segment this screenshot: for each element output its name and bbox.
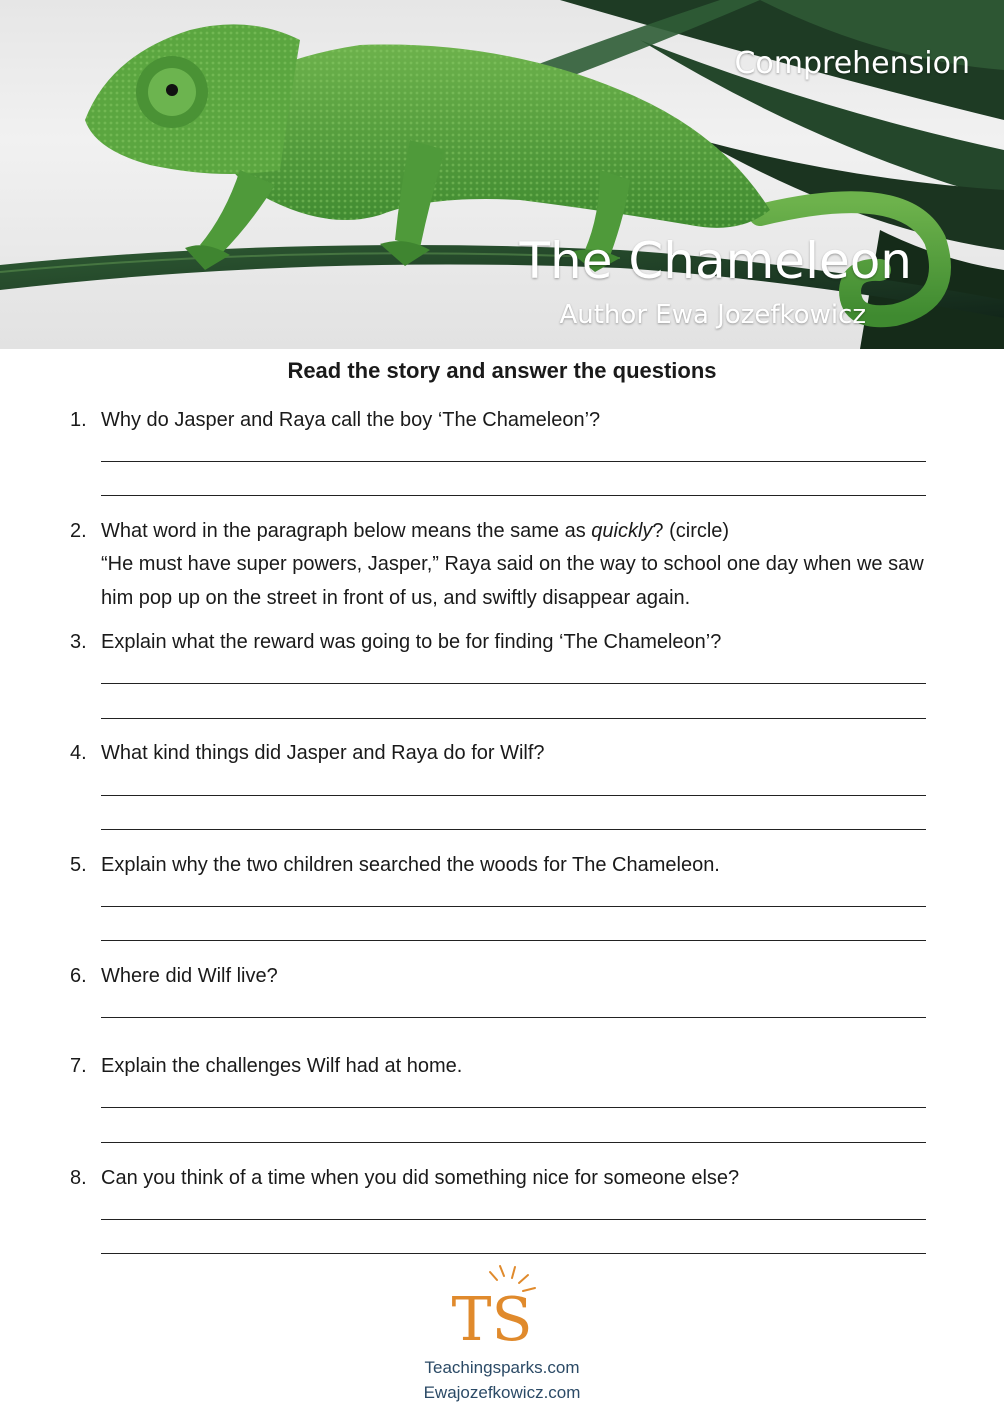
header-banner <box>0 0 1004 349</box>
answer-line[interactable] <box>101 1253 926 1254</box>
emphasized-word: quickly <box>591 520 653 542</box>
answer-line[interactable] <box>101 829 926 830</box>
question-number: 3. <box>70 631 87 653</box>
question-5 <box>70 852 930 878</box>
footer-website-author[interactable]: Ewajozefkowicz.com <box>423 1383 581 1402</box>
question-text: Explain the challenges Wilf had at home. <box>101 1055 463 1077</box>
question-6 <box>70 963 930 989</box>
answer-line[interactable] <box>101 683 926 684</box>
question-text-suffix: ? (circle) <box>652 520 730 542</box>
answer-line[interactable] <box>101 495 926 496</box>
question-4 <box>70 740 930 766</box>
answer-line[interactable] <box>101 906 926 907</box>
logo-monogram: TS <box>451 1285 533 1352</box>
answer-line[interactable] <box>101 940 926 941</box>
footer-website-teachingsparks[interactable]: Teachingsparks.com <box>424 1358 580 1377</box>
question-text: What kind things did Jasper and Raya do for Wilf? <box>101 742 545 764</box>
story-title: The Chameleon <box>519 232 912 290</box>
question-text: Explain what the reward was going to be for finding ‘The Chameleon’? <box>101 631 722 653</box>
question-2 <box>70 518 930 544</box>
question-number: 5. <box>70 854 87 876</box>
answer-line[interactable] <box>101 718 926 719</box>
question-number: 8. <box>70 1167 87 1189</box>
question-number: 6. <box>70 965 87 987</box>
question-8 <box>70 1165 930 1191</box>
question-7 <box>70 1053 930 1079</box>
question-text: Explain why the two children searched the woods for The Chameleon. <box>101 854 720 876</box>
story-passage: “He must have super powers, Jasper,” Raya said on the way to school one day when we saw him pop up on the street in front of us, and swiftly disappear again. <box>101 553 924 609</box>
question-number: 1. <box>70 409 87 431</box>
question-3 <box>70 629 930 655</box>
question-1 <box>70 407 930 433</box>
answer-line[interactable] <box>101 1107 926 1108</box>
answer-line[interactable] <box>101 1142 926 1143</box>
answer-line[interactable] <box>101 461 926 462</box>
question-number: 4. <box>70 742 87 764</box>
question-text: Why do Jasper and Raya call the boy ‘The Chameleon’? <box>101 409 601 431</box>
instructions-heading: Read the story and answer the questions <box>287 358 717 383</box>
question-text: Where did Wilf live? <box>101 965 278 987</box>
story-author: Author Ewa Jozefkowicz <box>559 300 866 330</box>
answer-line[interactable] <box>101 1219 926 1220</box>
answer-line[interactable] <box>101 1017 926 1018</box>
question-text: Can you think of a time when you did something nice for someone else? <box>101 1167 740 1189</box>
question-number: 2. <box>70 520 87 542</box>
worksheet-type-label: Comprehension <box>734 46 970 81</box>
answer-line[interactable] <box>101 795 926 796</box>
question-text: What word in the paragraph below means the same as <box>101 520 592 542</box>
teachingsparks-logo <box>440 1262 550 1352</box>
question-number: 7. <box>70 1055 87 1077</box>
